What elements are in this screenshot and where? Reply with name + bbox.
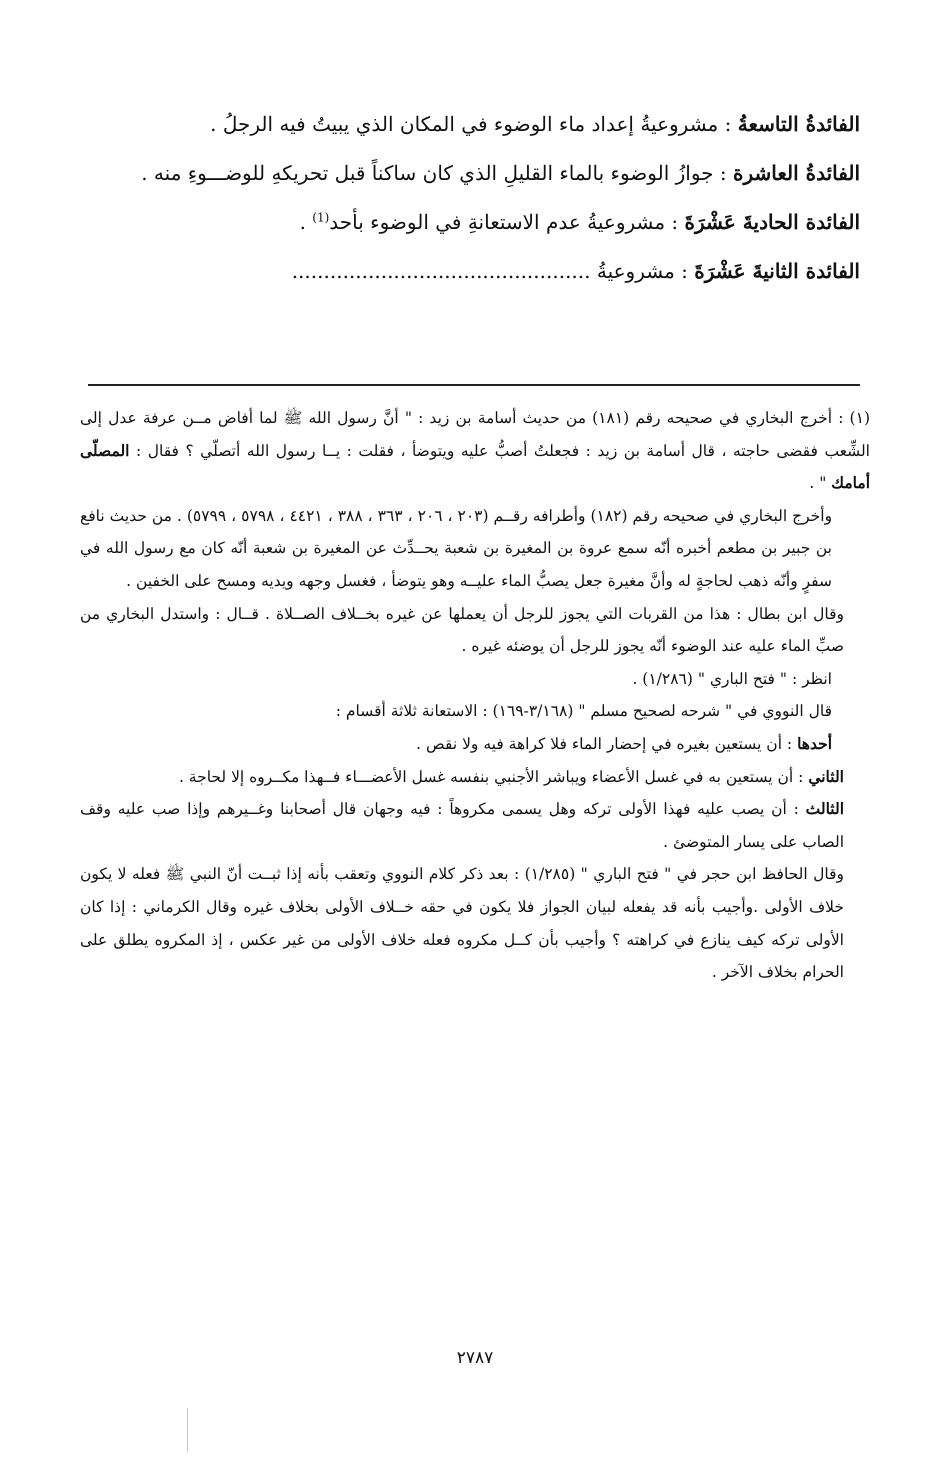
benefit-12-text: : مشروعيةُ ............................................... <box>291 259 695 283</box>
footnote-paragraph-5: قال النووي في " شرحه لصحيح مسلم " (٣/١٦٨-١٦٩) : الاستعانة ثلاثة أقسام : <box>335 702 832 721</box>
footnote-8-text: : أن يصب عليه فهذا الأولى تركه وهل يسمى مكروهاً : فيه وجهان قال أصحابنا وغــيرهم وإذا صب عليه وقف الصاب على يسار المتوضئ . <box>80 800 844 851</box>
footnote-6-text: : أن يستعين بغيره في إحضار الماء فلا كراهة فيه ولا نقص . <box>416 734 798 753</box>
benefit-9 <box>80 100 860 149</box>
footnote-paragraph-7 <box>80 761 870 794</box>
benefit-9-label: الفائدةُ التاسعةُ <box>737 112 860 136</box>
footnote-paragraph-2: وأخرج البخاري في صحيحه رقم (١٨٢) وأطرافه رقــم (٢٠٣ ، ٢٠٦ ، ٣٦٣ ، ٣٨٨ ، ٤٤٢١ ، ٥٧٩٨ ، ٥٧٩٩) . من حديث نافع بن جبير بن مطعم أخبره أنّه سمع عروة بن المغيرة بن شعبة يحــدِّث عن المغيرة بن شعبة أنّه كان مع رسول الله في سفرٍ وأنّه ذهب لحاجةٍ له وأنَّ مغيرة جعل يصبُّ الماء عليــه وهو يتوضأ ، فغسل وجهه ويديه ومسح على الخفين . <box>80 506 833 590</box>
footnote-1 <box>80 402 870 500</box>
footnote-marker: (١) : <box>832 409 870 427</box>
footnote-paragraph-4: انظر : " فتح الباري " (١/٢٨٦) . <box>632 669 832 688</box>
footnote-divider <box>88 384 860 386</box>
footnote-reference[interactable]: (1) <box>312 210 330 225</box>
benefit-11-label: الفائدة الحاديةَ عَشْرَةَ <box>684 210 860 234</box>
footnote-7-text: : أن يستعين به في غسل الأعضاء ويباشر الأجنبي بنفسه غسل الأعضـــاء فــهذا مكــروه إلا لحاجة . <box>178 767 809 786</box>
footnote-8-label: الثالث <box>805 799 844 819</box>
benefit-11-text: : مشروعيةُ عدم الاستعانةِ في الوضوء بأحد <box>329 210 685 234</box>
footnote-1-text: أخرج البخاري في صحيحه رقم (١٨١) من حديث أسامة بن زيد : " أنَّ رسول الله ﷺ لما أفاض مــن عرفة عدل إلى الشِّعب فقضى حاجته ، قال أسامة بن زيد : فجعلتُ أصبُّ عليه ويتوضأ ، فقلت : يــا رسول الله أتصلّي ؟ فقال : <box>80 409 870 460</box>
benefit-9-text: : مشروعيةُ إعداد ماء الوضوء في المكان الذي يبيتُ فيه الرجلُ . <box>210 112 738 136</box>
benefit-11-end: . <box>299 210 313 234</box>
main-text <box>80 100 860 296</box>
footnote-paragraph-8 <box>80 793 870 858</box>
footnote-6-label: أحدها <box>797 733 832 753</box>
footnote-7-label: الثاني <box>808 766 844 786</box>
benefit-10-text: : جوازُ الوضوء بالماء القليلِ الذي كان ساكناً قبل تحريكهِ للوضـــوءِ منه . <box>141 161 733 185</box>
footnote-paragraph-3: وقال ابن بطال : هذا من القربات التي يجوز للرجل أن يعملها عن غيره بخــلاف الصــلاة . قــال : واستدل البخاري من صبِّ الماء عليه عند الوضوء أنّه يجوز للرجل أن يوضئه غيره . <box>80 604 844 656</box>
footnotes <box>80 402 870 989</box>
benefit-10-label: الفائدةُ العاشرة <box>732 161 860 185</box>
footnote-paragraph-6 <box>80 728 870 761</box>
benefit-11 <box>80 198 860 247</box>
footnote-1-bold: المصلّى أمامك <box>80 440 870 493</box>
benefit-10 <box>80 149 860 198</box>
footnote-1-end: " . <box>809 474 832 493</box>
page-number: ٢٧٨٧ <box>456 1348 494 1368</box>
benefit-12-label: الفائدة الثانيةَ عَشْرَةَ <box>694 259 860 283</box>
footnote-paragraph-9: وقال الحافظ ابن حجر في " فتح الباري " (١/٢٨٥) : بعد ذكر كلام النووي وتعقب بأنه إذا ثبــت أنّ النبي ﷺ فعله لا يكون خلاف الأولى .وأجيب بأنه قد يفعله لبيان الجواز فلا يكون في حقه خــلاف الأولى بخلاف غيره وقال الكرماني : إذا كان الأولى تركه كيف ينازع في كراهته ؟ وأجيب بأن كــل مكروه فعله خلاف الأولى من غير عكس ، إذ المكروه يطلق على الحرام بخلاف الآخر . <box>80 865 844 982</box>
benefit-12 <box>80 247 860 296</box>
scan-mark <box>187 1408 188 1452</box>
